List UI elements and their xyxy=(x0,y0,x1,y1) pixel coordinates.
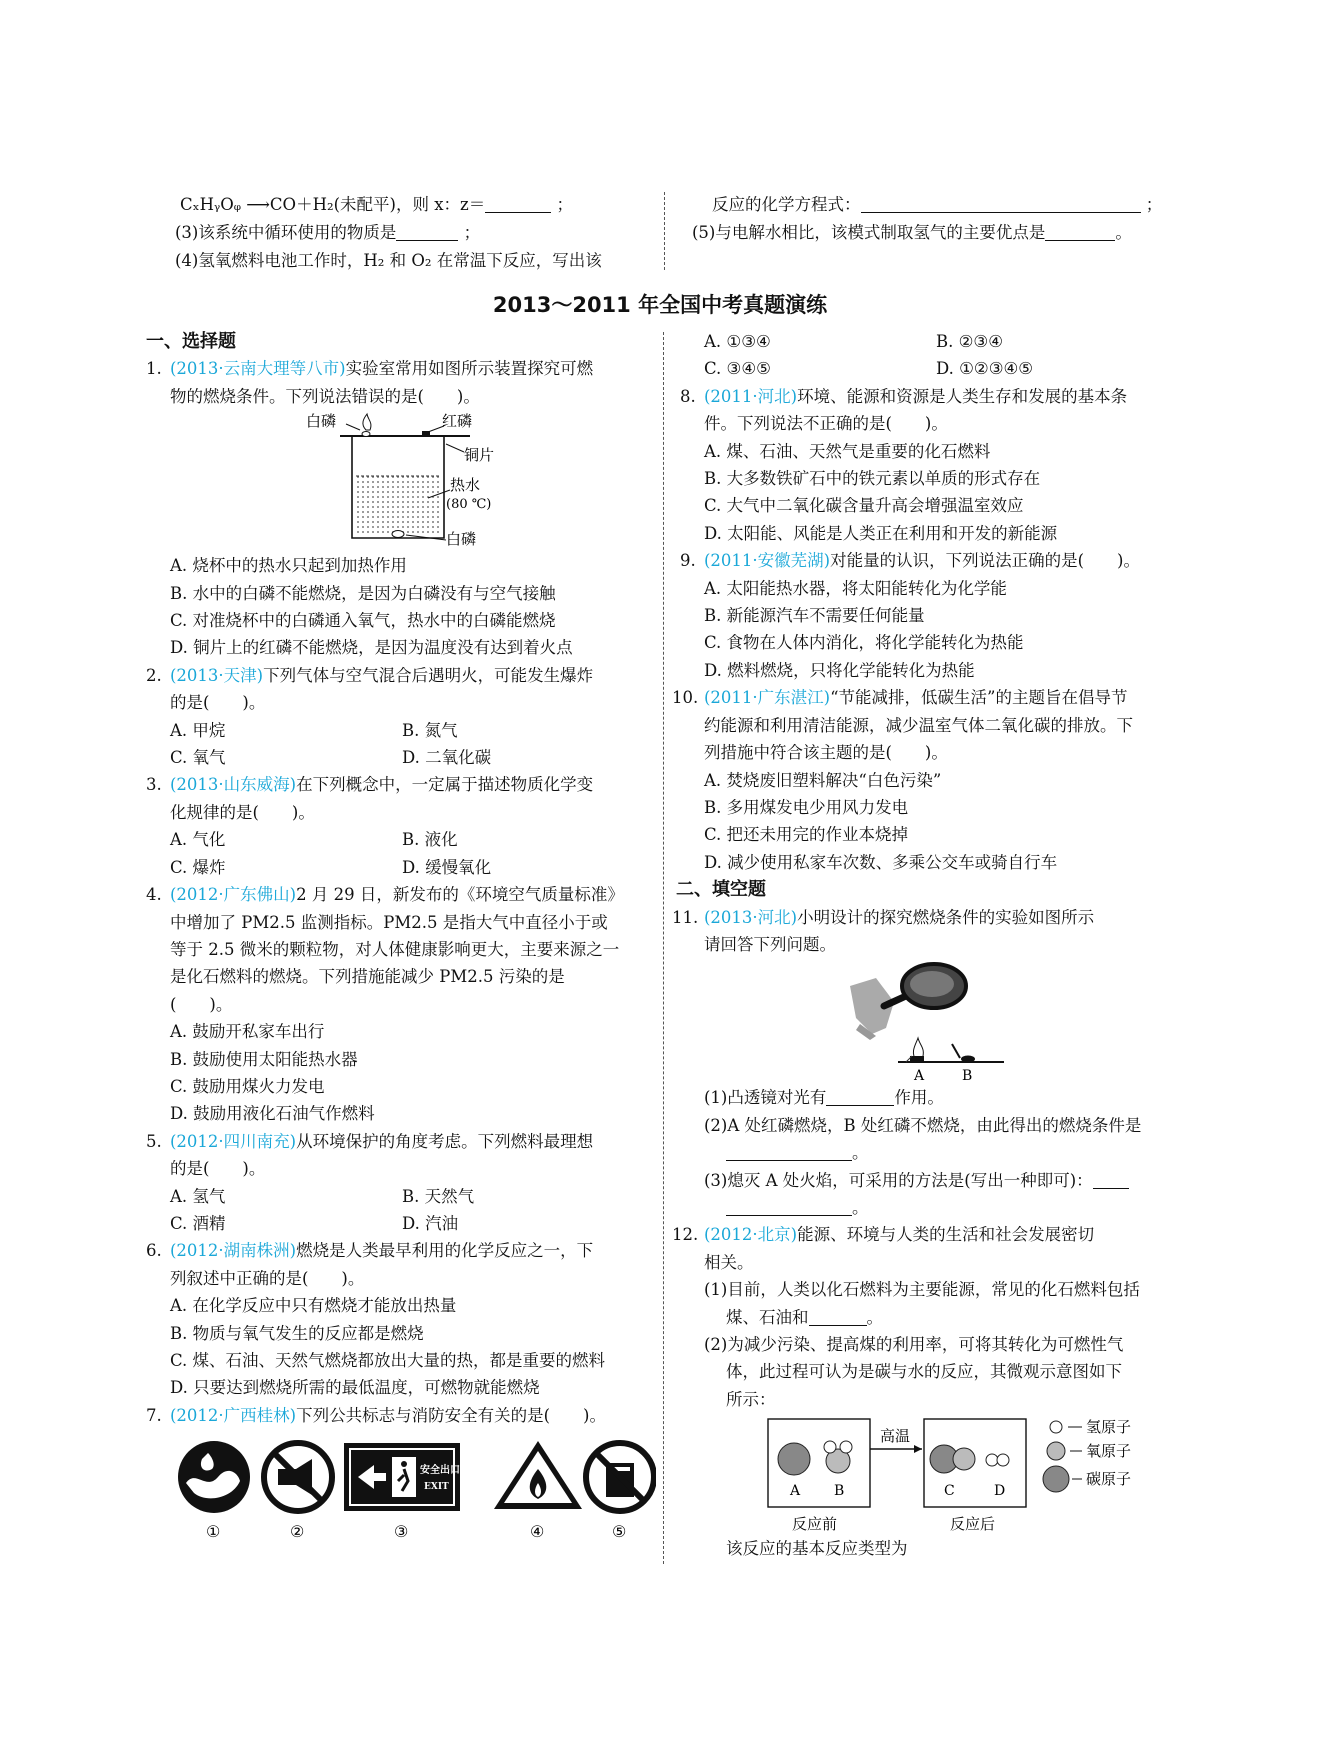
q3-options-1: A. 气化 B. 液化 xyxy=(170,830,458,850)
fig-label-b: B xyxy=(962,1068,973,1085)
svg-text:B: B xyxy=(834,1483,845,1500)
sign-label-5: ⑤ xyxy=(612,1522,627,1542)
section-choice: 一、选择题 xyxy=(146,331,236,352)
after-label: 反应后 xyxy=(950,1515,996,1534)
q8-stem: 8. (2011·河北)环境、能源和资源是人类生存和发展的基本条 xyxy=(680,386,1128,406)
sign-4-icon xyxy=(494,1441,582,1509)
q7-stem: 7. (2012·广西桂林)下列公共标志与消防安全有关的是( )。 xyxy=(146,1405,606,1425)
fig-red-phosphorus-label: 红磷 xyxy=(442,412,473,431)
q3-line: (3)该系统中循环使用的物质是 ； xyxy=(175,223,481,242)
q11-part1: (1)凸透镜对光有 作用。 xyxy=(704,1088,944,1108)
q2-stem: 2. (2013·天津)下列气体与空气混合后遇明火，可能发生爆炸 xyxy=(146,665,594,685)
q11-part3-blank: 。 xyxy=(680,1194,1180,1221)
q3-options-2: C. 爆炸 D. 缓慢氧化 xyxy=(170,857,492,877)
sign-label-2: ② xyxy=(290,1522,305,1542)
q10-stem: 10. (2011·广东湛江)“节能减排，低碳生活”的主题旨在倡导节 xyxy=(672,688,1128,708)
q2-options-1: A. 甲烷 B. 氮气 xyxy=(170,720,458,740)
sign-label-3: ③ xyxy=(394,1522,409,1542)
q11-figure xyxy=(680,958,1180,1084)
q11-part2: (2)A 处红磷燃烧，B 处红磷不燃烧，由此得出的燃烧条件是 xyxy=(704,1115,1142,1135)
fig-white-phosphorus-label: 白磷 xyxy=(306,412,337,431)
q5-line: (5)与电解水相比，该模式制取氢气的主要优点是 。 xyxy=(692,223,1132,242)
q12-part1-blank: 煤、石油和 。 xyxy=(726,1307,883,1327)
fig-temp-label: (80 ℃) xyxy=(446,497,492,513)
fig-hot-water-label: 热水 xyxy=(450,476,481,495)
q7-options-2: C. ③④⑤ D. ①②③④⑤ xyxy=(704,359,1034,379)
q7-options-1: A. ①③④ B. ②③④ xyxy=(704,332,1003,351)
exit-sign-en: EXIT xyxy=(424,1482,449,1493)
q12-stem: 12. (2012·北京)能源、环境与人类的生活和社会发展密切 xyxy=(672,1225,1095,1245)
q4-stem: 4. (2012·广东佛山)2 月 29 日，新发布的《环境空气质量标准》 xyxy=(146,885,624,905)
q1-figure xyxy=(146,410,656,546)
q7-signs xyxy=(146,1429,656,1549)
exit-sign-cn: 安全出口 xyxy=(420,1465,460,1477)
q1-option-a: A. 烧杯中的热水只起到加热作用 xyxy=(170,556,407,576)
sign-2-icon xyxy=(264,1443,332,1511)
sign-5-icon xyxy=(586,1443,654,1511)
left-column: 一、选择题 1. (2013·云南大理等八市)实验室常用如图所示装置探究可燃 物的燃烧条件。下列说法错误的是( )。 白磷 红磷 铜片 热水 (80 ℃) 白磷 A. 烧杯中的热水只起到加热作用 B. 水中的白磷不能燃烧，是因为白磷没有与空气接触 C. 对准烧杯中的白磷通入氧气，热水中的白磷能燃烧 D. 铜片上的红磷不能燃烧，是因为温度没有达到着火点 2. (2013·天津)下列气体与空气混合后遇明火，可能发生爆炸 的是( )。 A. 甲烷 B. 氮气 C. 氧气 D. 二氧化碳 3. (2013·山东威海)在下列概念中，一定属于描述物质化学变 化规律的是( )。 A. 气化 B. 液化 C. 爆炸 D. 缓慢氧化 4. (2012·广东佛山)2 月 29 日，新发布的《环境空气质量标准》 中增加了 PM2.5 监测指标。PM2.5 是指大气中直径小于或 等于 2.5 微米的颗粒物，对人体健康影响更大，主要来源之一 是化石燃料的燃烧。下列措施能减少 PM2.5 污染的是 ( )。 A. 鼓励开私家车出行 B. 鼓励使用太阳能热水器 C. 鼓励用煤火力发电 D. 鼓励用液化石油气作燃料 5. (2012·四川南充)从环境保护的角度考虑。下列燃料最理想 的是( )。 A. 氢气 B. 天然气 C. 酒精 D. 汽油 6. (2012·湖南株洲)燃烧是人类最早利用的化学反应之一，下 列叙述中正确的是( )。 A. 在化学反应中只有燃烧才能放出热量 B. 物质与氧气发生的反应都是燃烧 C. 煤、石油、天然气燃烧都放出大量的热，都是重要的燃料 D. 只要达到燃烧所需的最低温度，可燃物就能燃烧 7. (2012·广西桂林)下列公共标志与消防安全有关的是( )。 安全出口 EXIT ① ② ③ ④ ⑤ xyxy=(146,328,656,1549)
q2-options-2: C. 氧气 D. 二氧化碳 xyxy=(170,748,492,768)
q9-stem: 9. (2011·安徽芜湖)对能量的认识，下列说法正确的是( )。 xyxy=(680,551,1140,571)
magnifier-icon xyxy=(884,964,966,1008)
legend-oxygen: 氧原子 xyxy=(1086,1442,1132,1461)
svg-text:D: D xyxy=(994,1483,1006,1500)
condition-label: 高温 xyxy=(880,1427,911,1446)
top-left-block xyxy=(175,191,602,275)
q11-part3: (3)熄灭 A 处火焰，可采用的方法是(写出一种即可)： xyxy=(680,1167,1180,1194)
q1-option-c: C. 对准烧杯中的白磷通入氧气，热水中的白磷能燃烧 xyxy=(170,611,556,631)
q12-diagram xyxy=(680,1413,1180,1541)
page-title: 2013～2011 年全国中考真题演练 xyxy=(492,293,828,317)
q12-tail: 该反应的基本反应类型为 xyxy=(726,1539,908,1559)
q1-stem: 1. (2013·云南大理等八市)实验室常用如图所示装置探究可燃 xyxy=(146,359,594,379)
svg-text:A: A xyxy=(790,1483,801,1500)
legend-hydrogen: 氢原子 xyxy=(1086,1418,1132,1437)
q3-stem: 3. (2013·山东威海)在下列概念中，一定属于描述物质化学变 xyxy=(146,775,594,795)
fig-label-a: A xyxy=(914,1068,925,1085)
svg-text:C: C xyxy=(944,1483,955,1500)
sign-label-1: ① xyxy=(206,1522,221,1542)
column-divider xyxy=(663,332,664,1564)
sign-1-icon xyxy=(178,1441,250,1513)
top-divider xyxy=(664,192,665,270)
right-column: A. ①③④ B. ②③④ C. ③④⑤ D. ①②③④⑤ 8. (2011·河北)环境、能源和资源是人类生存和发展的基本条 件。下列说法不正确的是( )。 A. 煤、石油、天然气是重要的化石燃料 B. 大多数铁矿石中的铁元素以单质的形式存在 C. 大气中二氧化碳含量升高会增强温室效应 D. 太阳能、风能是人类正在利用和开发的新能源 9. (2011·安徽芜湖)对能量的认识，下列说法正确的是( )。 A. 太阳能热水器，将太阳能转化为化学能 B. 新能源汽车不需要任何能量 C. 食物在人体内消化，将化学能转化为热能 D. 燃料燃烧，只将化学能转化为热能 10. (2011·广东湛江)“节能减排，低碳生活”的主题旨在倡导节 约能源和利用清洁能源，减少温室气体二氧化碳的排放。下 列措施中符合该主题的是( )。 A. 焚烧废旧塑料解决“白色污染” B. 多用煤发电少用风力发电 C. 把还未用完的作业本烧掉 D. 减少使用私家车次数、多乘公交车或骑自行车 二、填空题 11. (2013·河北)小明设计的探究燃烧条件的实验如图所示 请回答下列问题。 A B (1)凸透镜对光有 作用。 (2)A 处红磷燃烧，B 处红磷不燃烧，由此得出的燃烧条件是 。 (3)熄灭 A 处火焰，可采用的方法是(写出一种即可)： 。 12. (2012·北京)能源、环境与人类的生活和社会发展密切 相关。 (1)目前，人类以化石燃料为主要能源，常见的化石燃料包括 煤、石油和 。 (2)为减少污染、提高煤的利用率，可将其转化为可燃性气 体，此过程可认为是碳与水的反应，其微观示意图如下 所示： 高温 A B C D 反应前 反应后 氢原子 氧原子 碳原子 该反应的基本反应类型为 xyxy=(680,328,1180,1563)
q1-option-d: D. 铜片上的红磷不能燃烧，是因为温度没有达到着火点 xyxy=(170,638,573,658)
equation-answer-line: 反应的化学方程式： ； xyxy=(712,195,1163,214)
q1-option-b: B. 水中的白磷不能燃烧，是因为白磷没有与空气接触 xyxy=(170,583,556,603)
q1-source: (2013·云南大理等八市) xyxy=(170,359,346,379)
sign-label-4: ④ xyxy=(530,1522,545,1542)
q11-stem: 11. (2013·河北)小明设计的探究燃烧条件的实验如图所示 xyxy=(672,907,1095,927)
section-fill: 二、填空题 xyxy=(676,879,766,901)
top-right-block xyxy=(692,191,1163,247)
q5-stem: 5. (2012·四川南充)从环境保护的角度考虑。下列燃料最理想 xyxy=(146,1131,594,1151)
fig-white-phosphorus2-label: 白磷 xyxy=(446,530,477,547)
fig-copper-label: 铜片 xyxy=(464,446,495,465)
q11-part2-blank: 。 xyxy=(680,1139,1180,1166)
q6-stem: 6. (2012·湖南株洲)燃烧是人类最早利用的化学反应之一，下 xyxy=(146,1241,594,1261)
equation-line: CₓHᵧOᵩ ⟶CO＋H₂(未配平)，则 x：z＝ ； xyxy=(180,195,573,214)
sign-3-icon xyxy=(344,1443,460,1511)
q4-line: (4)氢氧燃料电池工作时，H₂ 和 O₂ 在常温下反应，写出该 xyxy=(175,251,602,270)
before-label: 反应前 xyxy=(792,1515,838,1534)
legend-carbon: 碳原子 xyxy=(1086,1470,1132,1489)
